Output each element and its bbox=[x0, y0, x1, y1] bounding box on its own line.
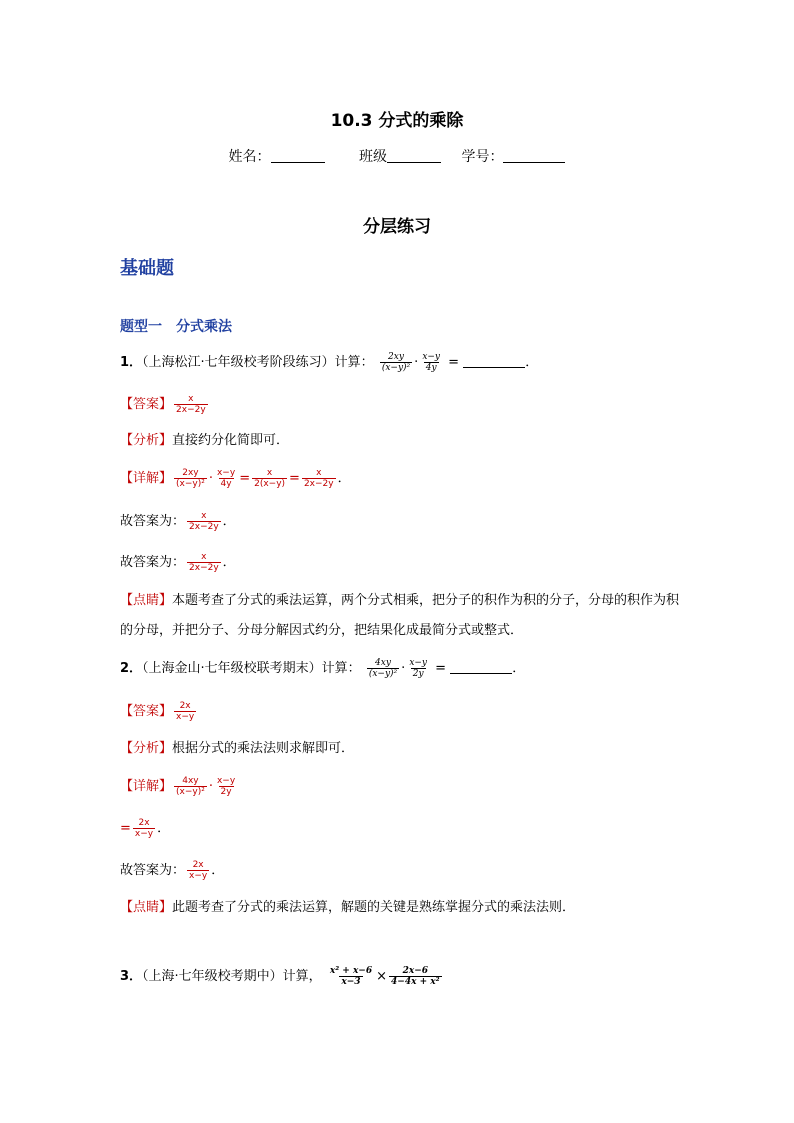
q1-d1n-text: 2xy bbox=[182, 468, 199, 478]
q1-d2n-text: x−y bbox=[216, 468, 236, 478]
q2-f2d-text: 2y bbox=[412, 669, 424, 679]
q2-source-text: （上海金山·七年级校联考期末）计算： bbox=[142, 661, 361, 676]
q2-conclude-text: 故答案为： bbox=[120, 863, 186, 878]
q2-d1d-text: (x−y)² bbox=[176, 787, 205, 797]
class-field bbox=[359, 146, 441, 166]
q2-ans-n-text: 2x bbox=[192, 860, 204, 870]
q2-detail-tag-text: 【详解】 bbox=[120, 779, 173, 794]
q1-stem: 1．（上海松江·七年级校考阶段练习）计算： $\frac{2xy}{\text{(x−y)²}}$ · $\frac{x-y}{4y}$ = ． bbox=[120, 352, 539, 373]
q2-num-text: 2． bbox=[120, 661, 143, 676]
q2-analysis-tag-text: 【分析】 bbox=[120, 741, 173, 756]
q1-conclude-text: 故答案为： bbox=[120, 555, 186, 570]
q1-ans-n-text: x bbox=[201, 511, 207, 521]
q2-ans-d-text: x−y bbox=[176, 712, 195, 722]
q2-analysis bbox=[120, 739, 354, 759]
q2-ans-n-text: 2x bbox=[179, 701, 191, 711]
q1-fraction-1 bbox=[380, 352, 412, 373]
id-label: 学号： bbox=[461, 149, 504, 165]
q1-analysis-text: 直接约分化简即可． bbox=[172, 433, 290, 448]
q1-conclusion-2: 故答案为： $\frac{x}{2x-2y}$ ． bbox=[120, 552, 236, 573]
id-blank[interactable] bbox=[503, 148, 565, 163]
q1-d4d-text: 2x−2y bbox=[303, 479, 334, 489]
q3-stem bbox=[120, 966, 444, 987]
q1-analysis-tag-text: 【分析】 bbox=[120, 433, 173, 448]
q1-ans-d-text: 2x−2y bbox=[189, 563, 219, 573]
q2-comment bbox=[120, 893, 680, 923]
q2-f1n-text: 4xy bbox=[375, 658, 391, 668]
q2-ans-d-text: x−y bbox=[189, 871, 208, 881]
q1-detail-tag-text: 【详解】 bbox=[120, 471, 173, 486]
q3-f1n-text: x² + x−6 bbox=[329, 966, 373, 976]
q1-f2n-text: x−y bbox=[422, 352, 441, 362]
q3-fraction-1 bbox=[328, 966, 374, 987]
q3-num-text: 3． bbox=[120, 969, 143, 984]
q1-fraction-2 bbox=[420, 352, 442, 373]
q3-times-text: × bbox=[376, 969, 388, 984]
q1-conclude-text: 故答案为： bbox=[120, 514, 186, 529]
q2-fraction-1 bbox=[367, 658, 399, 679]
level-title: 基础题 bbox=[120, 258, 174, 279]
id-field bbox=[461, 146, 565, 166]
q1-detail: 【详解】 $\frac{2xy}{\text{(x−y)²}}$ · $\frac{x-y}{4y}$ = $\frac{x}{2(x-y)}$ = $\frac{x}{2x-2y}$ ． bbox=[120, 468, 351, 489]
q3-f2n-text: 2x−6 bbox=[402, 966, 429, 976]
q1-source-text: （上海松江·七年级校考阶段练习）计算： bbox=[142, 355, 374, 370]
q1-comment bbox=[120, 586, 680, 646]
q1-ans-d-text: 2x−2y bbox=[176, 405, 206, 415]
q2-conclusion: 故答案为： $\frac{2x}{x-y}$ ． bbox=[120, 860, 225, 881]
student-info-row bbox=[0, 146, 794, 166]
q1-d3d-text: 2(x−y) bbox=[254, 479, 286, 489]
q2-detail: 【详解】 $\frac{4xy}{\text{(x−y)²}}$ · $\frac{x-y}{2y}$ bbox=[120, 776, 236, 797]
q1-eq-text: = bbox=[444, 355, 464, 370]
q2-answer-blank[interactable] bbox=[450, 659, 512, 674]
q2-answer-tag-text: 【答案】 bbox=[120, 704, 173, 719]
q1-num-text: 1． bbox=[120, 355, 143, 370]
q1-f2d-text: 4y bbox=[425, 363, 437, 373]
q1-comment-tag-text: 【点睛】 bbox=[120, 593, 173, 608]
q2-comment-text: 此题考查了分式的乘法运算，解题的关键是熟练掌握分式的乘法法则． bbox=[172, 900, 576, 915]
name-label: 姓名： bbox=[228, 149, 271, 165]
q1-f1d-text: (x−y)² bbox=[381, 363, 411, 373]
q2-analysis-text: 根据分式的乘法法则求解即可． bbox=[172, 741, 355, 756]
question-type-title: 题型一 分式乘法 bbox=[120, 319, 232, 335]
q1-conclusion-1: 故答案为： $\frac{x}{2x-2y}$ ． bbox=[120, 511, 236, 532]
q2-detail-result: = $\frac{2x}{x-y}$ ． bbox=[120, 818, 171, 839]
q3-f1d-text: x−3 bbox=[341, 977, 361, 987]
q1-answer bbox=[120, 394, 210, 415]
q1-f1n-text: 2xy bbox=[388, 352, 404, 362]
section-title: 分层练习 bbox=[363, 217, 431, 237]
q3-fraction-2 bbox=[389, 966, 442, 987]
q2-stem: 2．（上海金山·七年级校联考期末）计算： $\frac{4xy}{\text{(x−y)²}}$ · $\frac{x-y}{2y}$ = ． bbox=[120, 658, 526, 679]
class-blank[interactable] bbox=[387, 148, 441, 163]
q3-f2d-text: 4−4x + x² bbox=[391, 977, 440, 987]
q2-r-n-text: 2x bbox=[138, 818, 150, 828]
q1-d2d-text: 4y bbox=[220, 479, 232, 489]
q2-d1n-text: 4xy bbox=[182, 776, 199, 786]
q2-r-d-text: x−y bbox=[134, 829, 154, 839]
q2-f1d-text: (x−y)² bbox=[368, 669, 398, 679]
q1-answer-blank[interactable] bbox=[463, 353, 525, 368]
q1-comment-text: 本题考查了分式的乘法运算，两个分式相乘，把分子的积作为积的分子，分母的积作为积的分母，并把分子、分母分解因式约分，把结果化成最简分式或整式． bbox=[120, 593, 680, 638]
q2-comment-tag-text: 【点睛】 bbox=[120, 900, 173, 915]
q3-source-text: （上海·七年级校考期中）计算， bbox=[142, 969, 322, 984]
q2-d2n-text: x−y bbox=[216, 776, 236, 786]
class-label: 班级 bbox=[359, 149, 387, 165]
q1-d3n-text: x bbox=[266, 468, 273, 478]
q1-d1d-text: (x−y)² bbox=[176, 479, 205, 489]
name-field bbox=[229, 146, 325, 166]
page-title: 10.3 分式的乘除 bbox=[330, 111, 464, 131]
q1-d4n-text: x bbox=[316, 468, 322, 478]
q1-ans-n-text: x bbox=[201, 552, 207, 562]
name-blank[interactable] bbox=[271, 148, 325, 163]
q2-fraction-2 bbox=[407, 658, 429, 679]
q2-eq-text: = bbox=[431, 661, 451, 676]
q1-answer-tag-text: 【答案】 bbox=[120, 397, 173, 412]
q2-f2n-text: x−y bbox=[409, 658, 428, 668]
q1-ans-n-text: x bbox=[188, 394, 194, 404]
q1-analysis bbox=[120, 431, 289, 451]
q1-ans-d-text: 2x−2y bbox=[189, 522, 219, 532]
q2-d2d-text: 2y bbox=[220, 787, 232, 797]
q2-answer bbox=[120, 701, 198, 722]
